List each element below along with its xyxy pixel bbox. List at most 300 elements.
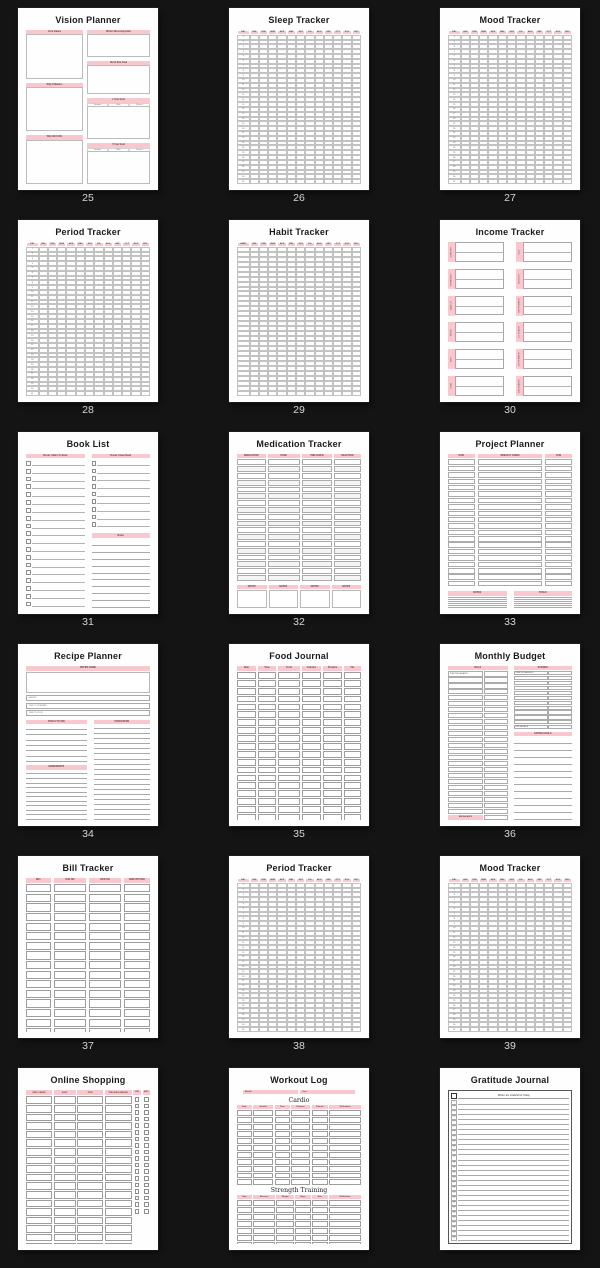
row-number-cell: 17 [26,324,39,329]
checkbox[interactable] [144,1110,149,1115]
amount-cell [548,696,572,700]
note-line [92,553,151,560]
column-header: FEB [470,878,479,883]
page-thumbnail[interactable] [440,644,580,826]
amount-cell [484,749,508,754]
book-entry[interactable] [26,459,85,467]
checkbox[interactable] [92,499,97,504]
book-entry[interactable] [92,521,151,529]
row-cell [237,534,266,540]
note-line [514,737,572,744]
checkbox[interactable] [144,1156,149,1161]
book-entry[interactable] [92,498,151,506]
checkbox[interactable] [92,461,97,466]
note-line [514,806,572,813]
row-cell [334,473,361,479]
row-number-cell: 14 [237,945,250,950]
amount-cell [484,809,508,814]
month-block[interactable] [448,322,504,342]
row-cell [253,1110,273,1116]
row-cell [545,511,572,517]
row-number-cell: 21 [237,131,250,136]
month-block[interactable] [448,296,504,316]
row-number: 18 [451,1186,458,1191]
page-thumbnail[interactable] [18,856,158,1038]
book-entry[interactable] [26,569,85,577]
page-thumbnail[interactable] [440,432,580,614]
journal-row[interactable] [451,1236,569,1241]
checkbox[interactable] [26,469,31,474]
row-number-cell: 27 [237,160,250,165]
note-line [94,815,150,820]
book-entry[interactable] [26,475,85,483]
row-cell [545,498,572,504]
month-block[interactable] [448,269,504,289]
page-number: 27 [504,192,516,204]
book-entry[interactable] [26,538,85,546]
checkbox[interactable] [144,1117,149,1122]
checkbox[interactable] [92,476,97,481]
checkbox[interactable] [144,1169,149,1174]
row-cell [105,1148,132,1156]
checkbox[interactable] [144,1150,149,1155]
checkbox[interactable] [26,594,31,599]
row-cell [302,704,322,711]
row-cell [54,1165,76,1173]
entry-line [32,555,85,560]
row-cell [26,942,51,950]
book-entry[interactable] [26,545,85,553]
page-thumbnail[interactable] [229,644,369,826]
column-header: MAY [498,30,507,35]
row-number-cell: 28 [26,377,39,382]
checkbox-cell [133,1116,141,1122]
checkbox[interactable] [26,531,31,536]
grid-cell [277,391,286,396]
checkbox[interactable] [26,547,31,552]
column-header: APR [277,878,286,883]
checkbox[interactable] [144,1143,149,1148]
column-header: DEC [352,242,361,247]
row-cell [276,1214,294,1220]
row-number-cell: 13 [448,940,461,945]
column-header: Time [258,666,277,671]
book-entry[interactable] [26,467,85,475]
checkbox[interactable] [26,492,31,497]
row-number-cell: 9 [237,921,250,926]
row-number: 14 [451,1166,458,1171]
note-line [92,574,151,581]
checkbox[interactable] [135,1143,140,1148]
row-cell [302,548,332,554]
checkbox[interactable] [144,1137,149,1142]
checkbox[interactable] [92,507,97,512]
table-column [124,878,150,1032]
column-header: JUL [516,878,525,883]
page-title: Medication Tracker [256,439,342,449]
book-entry[interactable] [26,577,85,585]
checkbox[interactable] [144,1163,149,1168]
month-block[interactable] [516,242,572,262]
checkbox[interactable] [92,469,97,474]
row-cell [105,1139,132,1147]
checkbox[interactable] [92,522,97,527]
month-label: MARCH [448,296,455,316]
page-thumbnail[interactable] [440,856,580,1038]
column-header: SEP [324,878,333,883]
checkbox[interactable] [135,1176,140,1181]
row-cell [26,1139,52,1147]
row-cell [334,534,361,540]
month-block[interactable] [516,349,572,369]
page-thumbnail[interactable] [229,220,369,402]
page-title: Period Tracker [266,863,332,873]
row-cell [329,1228,361,1234]
book-entry[interactable] [26,592,85,600]
row-number-cell: 30 [26,386,39,391]
month-block[interactable] [448,349,504,369]
checkbox[interactable] [144,1183,149,1188]
row-number: 27 [451,1231,458,1236]
book-entry[interactable] [92,505,151,513]
month-block[interactable] [516,269,572,289]
month-block[interactable] [516,322,572,342]
row-cell [77,1114,103,1122]
row-cell [237,1235,252,1241]
goal-column-header: Work [108,103,129,107]
row-cell [478,485,543,491]
checkbox-cell [133,1182,141,1188]
row-cell [124,894,150,902]
book-entry[interactable] [92,467,151,475]
page-thumbnail[interactable] [18,432,158,614]
entry-line [32,492,85,497]
row-number-cell: 25 [26,362,39,367]
book-entry[interactable] [26,522,85,530]
checkbox[interactable] [135,1169,140,1174]
grid-cell [516,179,525,184]
row-cell [237,727,256,734]
book-entry[interactable] [26,600,85,608]
row-cell [268,514,300,520]
checkbox[interactable] [26,570,31,575]
input-band[interactable] [300,1090,355,1095]
page-thumbnail[interactable] [18,1068,158,1250]
row-cell [312,1124,328,1130]
column-header: FEB [259,30,268,35]
page-thumbnail[interactable] [18,644,158,826]
checkbox[interactable] [92,515,97,520]
checkbox[interactable] [135,1110,140,1115]
column-header: MAR [479,30,488,35]
checkbox[interactable] [135,1196,140,1201]
row-number-cell: 22 [237,136,250,141]
row-cell [54,1243,76,1244]
book-entry[interactable] [92,475,151,483]
column-header: APR [488,30,497,35]
page-number: 25 [82,192,94,204]
page-thumbnail[interactable] [440,220,580,402]
month-block[interactable] [516,296,572,316]
row-cell [545,542,572,548]
label-cell [448,791,483,796]
checkbox[interactable] [144,1189,149,1194]
checkbox[interactable] [144,1196,149,1201]
column-header: Reps [295,1195,310,1199]
book-entry[interactable] [92,490,151,498]
row-cell [124,999,150,1007]
row-cell [258,688,277,695]
checkbox[interactable] [26,516,31,521]
row-cell [329,1214,361,1220]
checkbox[interactable] [144,1176,149,1181]
row-number-cell: 8 [237,68,250,73]
row-cell [295,1228,310,1234]
grid-cell [352,391,361,396]
checkbox[interactable] [26,586,31,591]
row-cell [237,561,266,567]
table-column [133,1090,141,1244]
row-cell [26,1019,51,1027]
checkbox[interactable] [26,602,31,607]
section-heading: Strength Training [270,1186,328,1194]
row-cell [545,517,572,523]
checkbox[interactable] [26,484,31,489]
book-entry[interactable] [26,514,85,522]
entry-box [523,242,572,262]
row-cell [105,1243,132,1244]
book-entry[interactable] [26,491,85,499]
row-cell [312,1179,328,1185]
row-cell [89,961,122,969]
page-thumbnail[interactable] [18,220,158,402]
row-number-cell: 3 [237,892,250,897]
checkbox[interactable] [135,1097,140,1102]
column-header: SHOP [54,1090,76,1096]
checkbox[interactable] [135,1189,140,1194]
row-cell [478,542,543,548]
row-number: 9 [451,1140,458,1145]
row-cell [237,548,266,554]
page-thumbnail[interactable] [440,1068,580,1250]
row-cell [448,555,475,561]
month-block[interactable] [448,376,504,396]
table-column [302,666,322,820]
checkbox[interactable] [26,500,31,505]
checkbox[interactable] [135,1202,140,1207]
book-entry[interactable] [26,499,85,507]
grid-cell [342,1027,351,1032]
row-cell [329,1124,361,1130]
grid-cell [479,1027,488,1032]
checkbox[interactable] [144,1123,149,1128]
row-cell [54,923,87,931]
grid-cell [488,179,497,184]
page-body [448,878,572,1032]
page-thumbnail[interactable] [229,8,369,190]
grid-cell [305,1027,314,1032]
row-cell [276,1228,294,1234]
row-number-cell: 2 [448,888,461,893]
checkbox[interactable] [26,461,31,466]
page-thumbnail[interactable] [440,8,580,190]
checkbox[interactable] [135,1130,140,1135]
column-header: JAN [250,30,259,35]
month-block[interactable] [448,242,504,262]
row-cell [478,472,543,478]
book-entry[interactable] [92,459,151,467]
row-cell [545,523,572,529]
row-number-cell: 10 [448,78,461,83]
checkbox[interactable] [135,1183,140,1188]
row-number-cell: 8 [26,280,39,285]
checkbox[interactable] [144,1202,149,1207]
column-header: DEC [141,242,150,247]
budget-row [448,779,508,784]
checkbox[interactable] [26,563,31,568]
row-cell [253,1221,275,1227]
notes-header: NOTES [237,585,267,590]
page-cell [229,1068,369,1268]
column-header: SEP [324,242,333,247]
checkbox[interactable] [135,1117,140,1122]
checkbox[interactable] [144,1209,149,1214]
row-number-cell: 20 [237,126,250,131]
book-entry[interactable] [26,506,85,514]
book-entry[interactable] [92,482,151,490]
grid-cell [66,391,75,396]
row-number-cell: 28 [448,1013,461,1018]
field-row [26,710,150,716]
row-number-cell: 25 [237,998,250,1003]
checkbox[interactable] [26,578,31,583]
row-cell [253,1152,273,1158]
note-line [514,799,572,806]
budget-row [448,755,508,760]
checkbox[interactable] [135,1163,140,1168]
entry-line [456,323,503,333]
checkbox[interactable] [26,508,31,513]
row-cell [302,711,322,718]
grid-cell [479,179,488,184]
row-cell [295,1214,310,1220]
row-cell [89,1028,122,1032]
row-cell [323,696,342,703]
page-cell [229,220,369,420]
budget-row [514,706,572,710]
column-header: Food [278,666,300,671]
budget-row [514,701,572,705]
column-header: SEP [324,30,333,35]
page-number: 26 [293,192,305,204]
checkbox[interactable] [26,477,31,482]
grid-cell [563,179,572,184]
row-cell [295,1207,310,1213]
grid-cell [141,391,150,396]
book-entry[interactable] [26,585,85,593]
month-block[interactable] [516,376,572,396]
book-entry[interactable] [26,561,85,569]
checkbox[interactable] [26,539,31,544]
row-number: 25 [451,1221,458,1226]
row-cell [295,1235,310,1241]
page-thumbnail[interactable] [18,8,158,190]
label-cell [448,689,483,694]
row-number-cell: 24 [26,357,39,362]
row-cell [268,500,300,506]
row-cell [77,1200,103,1208]
row-cell [448,479,475,485]
journal-header: What I am Grateful for Today [458,1093,569,1100]
row-cell [302,466,332,472]
input-band[interactable] [243,1090,298,1095]
page-thumbnail[interactable] [229,1068,369,1250]
row-cell [253,1228,275,1234]
row-cell [54,894,87,902]
label-cell [448,785,483,790]
checkbox[interactable] [26,555,31,560]
row-cell [237,814,256,820]
page-body [26,454,150,608]
vision-section [26,30,83,79]
checkbox[interactable] [135,1123,140,1128]
grid-cell [250,1027,259,1032]
column-header: MAR [479,878,488,883]
page-thumbnail[interactable] [229,856,369,1038]
row-cell [448,568,475,574]
grid-cell [296,1027,305,1032]
book-entry[interactable] [92,513,151,521]
entry-line [456,297,503,307]
page-body [237,454,361,608]
checkbox[interactable] [144,1097,149,1102]
checkbox[interactable] [135,1156,140,1161]
checkbox[interactable] [135,1209,140,1214]
row-cell [54,1028,87,1032]
checkbox[interactable] [26,524,31,529]
month-label: JANUARY [448,242,455,262]
row-cell [278,688,300,695]
note-line [514,778,572,785]
page-body [26,878,150,1032]
amount-cell [484,791,508,796]
checkbox[interactable] [144,1104,149,1109]
table-column [143,1090,150,1244]
row-number-cell: 9 [448,73,461,78]
checkbox[interactable] [144,1130,149,1135]
checkbox[interactable] [92,492,97,497]
table-column [237,454,266,581]
row-cell [77,1225,103,1233]
label-cell [448,719,483,724]
checkbox[interactable] [135,1150,140,1155]
row-number-cell: 15 [26,314,39,319]
checkbox[interactable] [135,1104,140,1109]
note-line [514,785,572,792]
book-entry[interactable] [26,530,85,538]
book-entry[interactable] [26,553,85,561]
page-thumbnail[interactable] [229,432,369,614]
row-cell [237,487,266,493]
checkbox[interactable] [135,1137,140,1142]
checkbox[interactable] [92,484,97,489]
entry-line [524,377,571,387]
page-cell [229,8,369,208]
row-cell [54,999,87,1007]
column-header: NOV [342,30,351,35]
book-entry[interactable] [26,483,85,491]
page-number: 39 [504,1040,516,1052]
